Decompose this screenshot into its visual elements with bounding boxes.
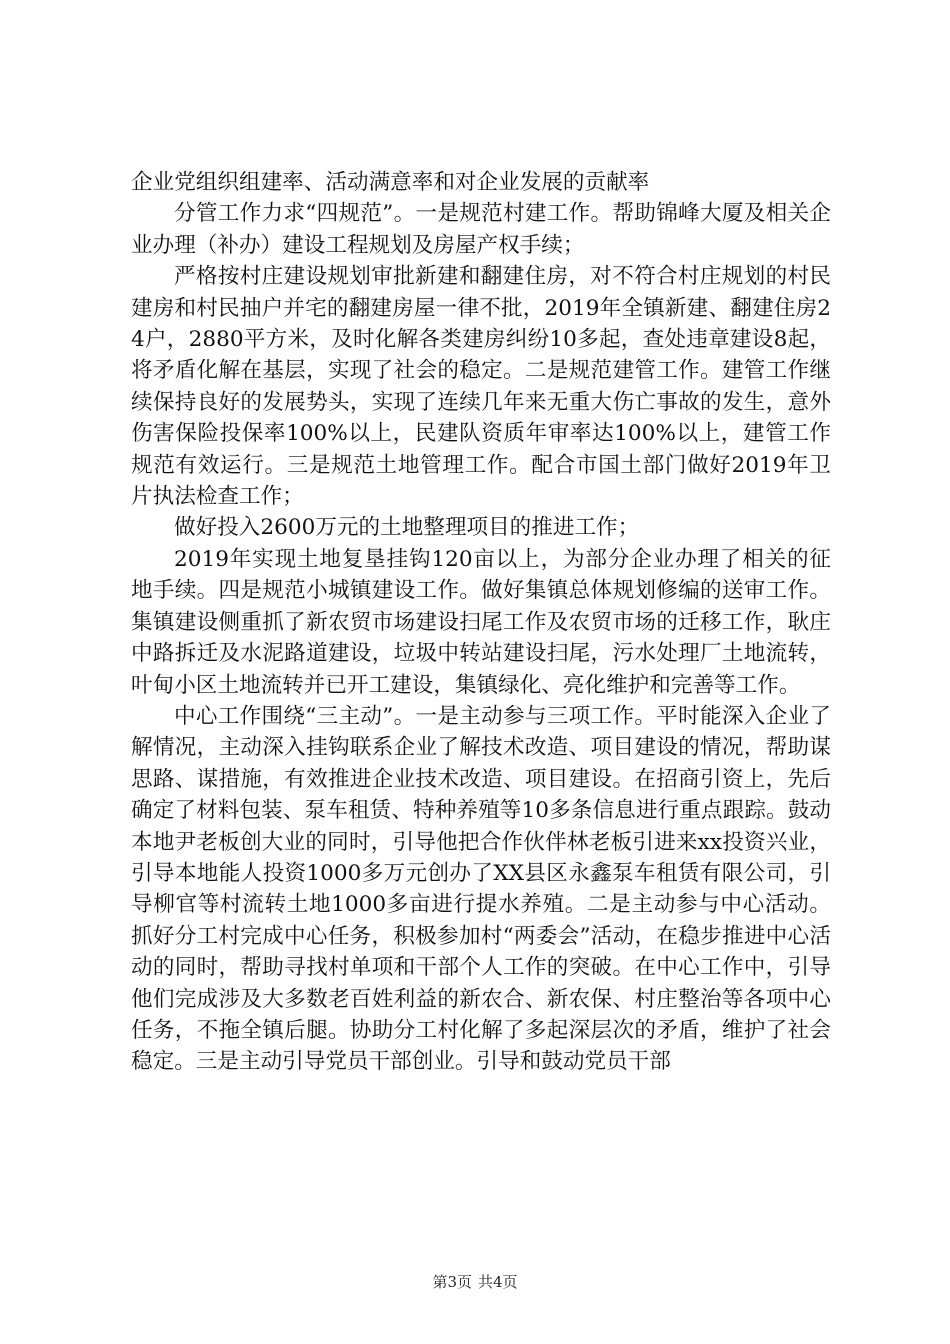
paragraph: 2019年实现土地复垦挂钩120亩以上，为部分企业办理了相关的征地手续。四是规范小城镇建设工作。做好集镇总体规划修编的送审工作。集镇建设侧重抓了新农贸市场建设扫尾工作及农贸市场的迁移工作，耿庄中路拆迁及水泥路道建设，垃圾中转站建设扫尾，污水处理厂土地流转，叶甸小区土地流转并已开工建设，集镇绿化、亮化维护和完善等工作。	[131, 546, 831, 698]
paragraph: 分管工作力求“四规范”。一是规范村建工作。帮助锦峰大厦及相关企业办理（补办）建设工程规划及房屋产权手续；	[131, 201, 831, 258]
paragraph-continuation: 企业党组织组建率、活动满意率和对企业发展的贡献率	[131, 170, 650, 195]
page-footer	[0, 1272, 950, 1292]
paragraph: 做好投入2600万元的土地整理项目的推进工作；	[174, 515, 640, 541]
page-total: 共4页	[478, 1273, 518, 1291]
paragraph: 严格按村庄建设规划审批新建和翻建住房，对不符合村庄规划的村民建房和村民抽户并宅的翻建房屋一律不批，2019年全镇新建、翻建住房24户，2880平方米，及时化解各类建房纠纷10多起，查处违章建设8起，将矛盾化解在基层，实现了社会的稳定。二是规范建管工作。建管工作继续保持良好的发展势头，实现了连续几年来无重大伤亡事故的发生，意外伤害保险投保率100%以上，民建队资质年审率达100%以上，建管工作规范有效运行。三是规范土地管理工作。配合市国土部门做好2019年卫片执法检查工作；	[131, 264, 831, 510]
paragraph: 中心工作围绕“三主动”。一是主动参与三项工作。平时能深入企业了解情况，主动深入挂钩联系企业了解技术改造、项目建设的情况，帮助谋思路、谋措施，有效推进企业技术改造、项目建设。在招商引资上，先后确定了材料包装、泵车租赁、特种养殖等10多条信息进行重点跟踪。鼓动本地尹老板创大业的同时，引导他把合作伙伴林老板引进来xx投资兴业，引导本地能人投资1000多万元创办了XX县区永鑫泵车租赁有限公司，引导柳官等村流转土地1000多亩进行提水养殖。二是主动参与中心活动。抓好分工村完成中心任务，积极参加村“两委会”活动，在稳步推进中心活动的同时，帮助寻找村单项和干部个人工作的突破。在中心工作中，引导他们完成涉及大多数老百姓利益的新农合、新农保、村庄整治等各项中心任务，不拖全镇后腿。协助分工村化解了多起深层次的矛盾，维护了社会稳定。三是主动引导党员干部创业。引导和鼓动党员干部	[131, 703, 831, 1075]
page-number: 第3页	[432, 1273, 472, 1291]
document-body	[131, 167, 831, 1078]
